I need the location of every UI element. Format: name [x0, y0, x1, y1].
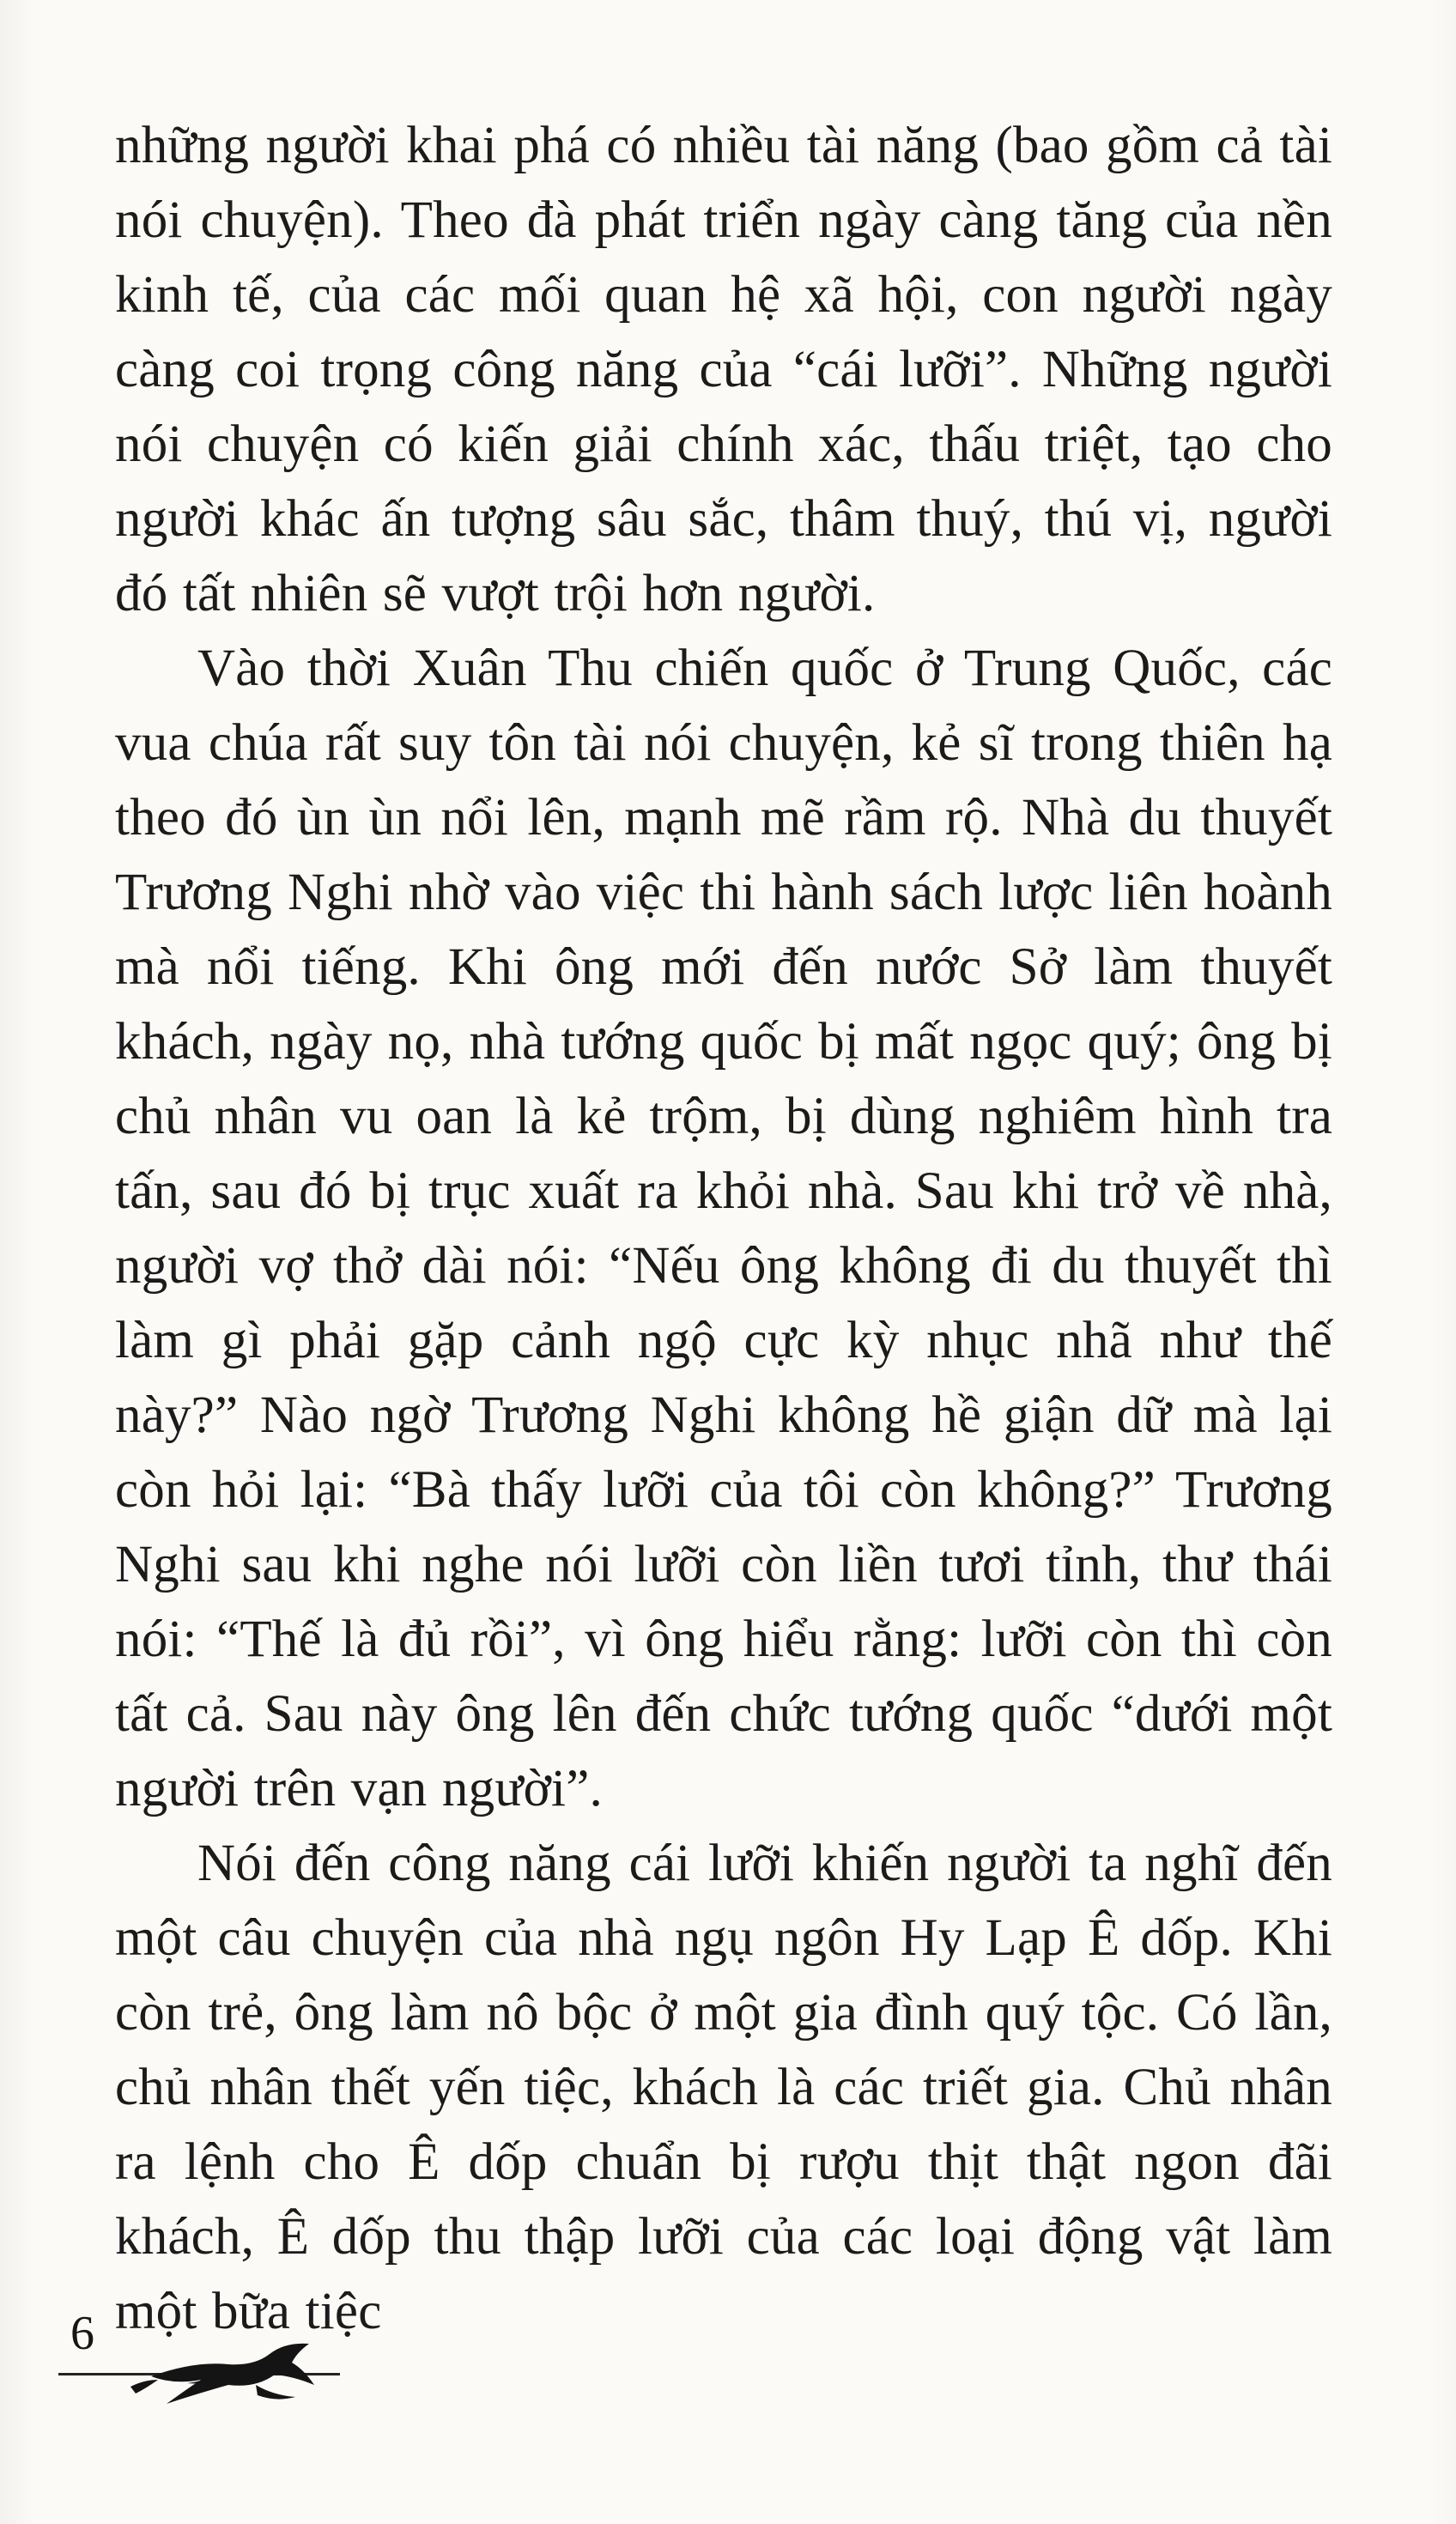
body-text-block [115, 108, 1332, 2349]
paragraph: những người khai phá có nhiều tài năng (bao gồm cả tài nói chuyện). Theo đà phát triển ngày càng tăng của nền kinh tế, của các mối quan hệ xã hội, con người ngày càng coi trọng công năng của “cái lưỡi”. Những người nói chuyện có kiến giải chính xác, thấu triệt, tạo cho người khác ấn tượng sâu sắc, thâm thuý, thú vị, người đó tất nhiên sẽ vượt trội hơn người. [115, 117, 1332, 622]
paragraph: Nói đến công năng cái lưỡi khiến người ta nghĩ đến một câu chuyện của nhà ngụ ngôn Hy Lạp Ê dốp. Khi còn trẻ, ông làm nô bộc ở một gia đình quý tộc. Có lần, chủ nhân thết yến tiệc, khách là các triết gia. Chủ nhân ra lệnh cho Ê dốp chuẩn bị rượu thịt thật ngon đãi khách, Ê dốp thu thập lưỡi của các loại động vật làm một bữa tiệc [115, 1835, 1332, 2340]
paragraph: Vào thời Xuân Thu chiến quốc ở Trung Quốc, các vua chúa rất suy tôn tài nói chuyện, kẻ sĩ trong thiên hạ theo đó ùn ùn nổi lên, mạnh mẽ rầm rộ. Nhà du thuyết Trương Nghi nhờ vào việc thi hành sách lược liên hoành mà nổi tiếng. Khi ông mới đến nước Sở làm thuyết khách, ngày nọ, nhà tướng quốc bị mất ngọc quý; ông bị chủ nhân vu oan là kẻ trộm, bị dùng nghiêm hình tra tấn, sau đó bị trục xuất ra khỏi nhà. Sau khi trở về nhà, người vợ thở dài nói: “Nếu ông không đi du thuyết thì làm gì phải gặp cảnh ngộ cực kỳ nhục nhã như thế này?” Nào ngờ Trương Nghi không hề giận dữ mà lại còn hỏi lại: “Bà thấy lưỡi của tôi còn không?” Trương Nghi sau khi nghe nói lưỡi còn liền tươi tỉnh, thư thái nói: “Thế là đủ rồi”, vì ông hiểu rằng: lưỡi còn thì còn tất cả. Sau này ông lên đến chức tướng quốc “dưới một người trên vạn người”. [115, 640, 1332, 1817]
page-footer [0, 2294, 1456, 2431]
page-number: 6 [70, 2307, 94, 2360]
ink-flourish-bird-icon [127, 2313, 338, 2414]
